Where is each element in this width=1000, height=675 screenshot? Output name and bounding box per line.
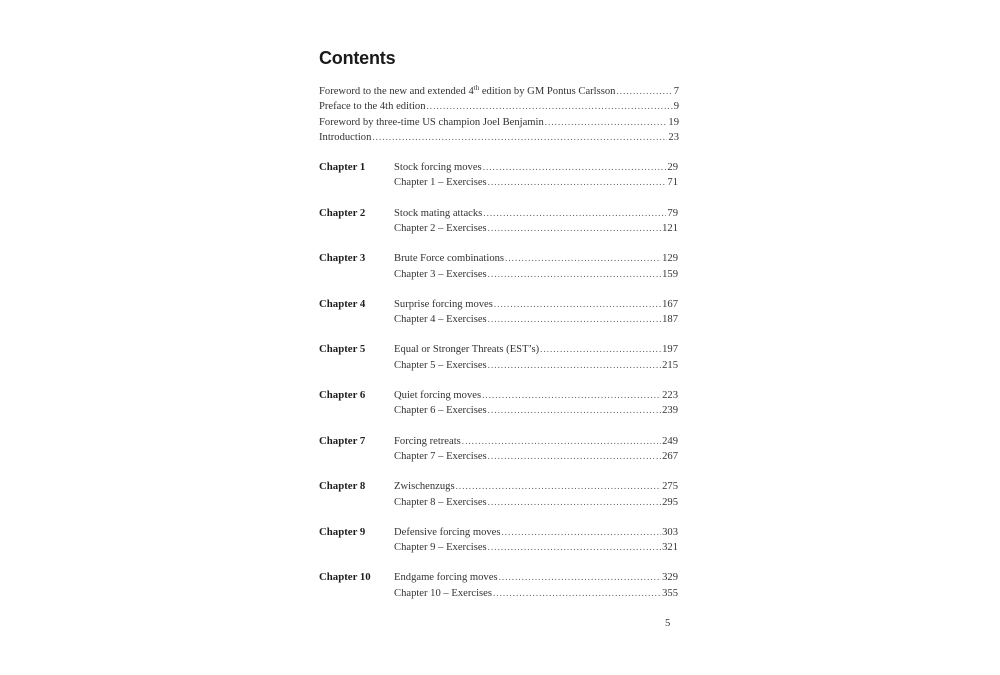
chapter-block	[319, 570, 679, 616]
dot-leader	[483, 206, 666, 221]
toc-entry-title: Introduction	[319, 132, 372, 144]
chapter-block	[319, 388, 679, 434]
toc-entry	[394, 570, 678, 585]
dot-leader	[488, 221, 661, 236]
chapter-label: Chapter 1	[319, 161, 366, 173]
toc-entry-page: 159	[662, 268, 678, 280]
toc-title-part: edition by GM Pontus Carlsson	[479, 86, 616, 97]
chapter-list	[319, 160, 679, 616]
toc-entry-title: Chapter 10 – Exercises	[394, 587, 492, 599]
page-number: 5	[665, 618, 671, 629]
dot-leader	[488, 175, 667, 190]
chapter-block	[319, 251, 679, 297]
toc-entry-page: 275	[662, 481, 678, 493]
toc-entry-title: Chapter 6 – Exercises	[394, 405, 487, 417]
toc-entry-page: 19	[668, 116, 679, 128]
toc-entry	[394, 342, 678, 357]
toc-entry-title: Chapter 3 – Exercises	[394, 268, 487, 280]
toc-entry-page: 187	[662, 314, 678, 326]
toc-entry-title: Surprise forcing moves	[394, 298, 493, 310]
chapter-label: Chapter 4	[319, 297, 366, 310]
dot-leader	[540, 342, 661, 357]
chapter-label: Chapter 3	[319, 252, 366, 265]
toc-entry-title: Chapter 2 – Exercises	[394, 222, 487, 234]
toc-entry-title: Chapter 8 – Exercises	[394, 496, 487, 508]
chapter-entries	[394, 570, 678, 601]
toc-entry-title: Chapter 5 – Exercises	[394, 359, 487, 371]
toc-entry	[394, 586, 678, 601]
toc-entry	[319, 130, 679, 145]
toc-entry-title: Stock mating attacks	[394, 207, 483, 219]
chapter-entries	[394, 434, 678, 465]
toc-entry	[394, 297, 678, 312]
chapter-entries	[394, 297, 678, 328]
chapter-label: Chapter 5	[319, 343, 366, 356]
toc-entry-page: 121	[662, 222, 678, 234]
chapter-entries	[394, 342, 678, 373]
page-title: Contents	[319, 48, 396, 68]
dot-leader	[488, 495, 661, 510]
dot-leader	[616, 84, 672, 99]
toc-entry	[319, 99, 679, 114]
toc-entry-page: 249	[662, 435, 678, 447]
toc-entry	[394, 267, 678, 282]
toc-entry-title: Quiet forcing moves	[394, 389, 482, 401]
toc-entry-title: Chapter 4 – Exercises	[394, 314, 487, 326]
toc-entry-page: 321	[662, 542, 678, 554]
chapter-block	[319, 479, 679, 525]
superscript: th	[473, 84, 480, 92]
toc-entry	[394, 221, 678, 236]
chapter-block	[319, 160, 679, 206]
toc-entry	[394, 434, 678, 449]
toc-entry	[394, 358, 678, 373]
toc-entry-page: 129	[662, 253, 678, 265]
toc-entry-page: 197	[662, 344, 678, 356]
toc-entry-page: 9	[673, 101, 679, 113]
chapter-label: Chapter 8	[319, 480, 366, 493]
dot-leader	[482, 388, 661, 403]
toc-entry-page: 223	[662, 389, 678, 401]
toc-entry-title: Stock forcing moves	[394, 162, 482, 173]
toc-entry-page: 267	[662, 450, 678, 462]
chapter-block	[319, 206, 679, 252]
toc-entry	[394, 251, 678, 266]
chapter-entries	[394, 479, 678, 510]
toc-entry	[394, 388, 678, 403]
toc-entry-page: 7	[673, 86, 679, 97]
dot-leader	[488, 358, 661, 373]
toc-entry-title: Defensive forcing moves	[394, 526, 501, 538]
chapter-entries	[394, 251, 678, 282]
chapter-label: Chapter 6	[319, 388, 366, 401]
toc-entry	[394, 525, 678, 540]
dot-leader	[483, 160, 667, 175]
toc-entry-page: 79	[667, 207, 678, 219]
toc-entry-page: 295	[662, 496, 678, 508]
chapter-block	[319, 434, 679, 480]
dot-leader	[488, 449, 661, 464]
chapter-label: Chapter 2	[319, 206, 366, 219]
toc-entry	[394, 175, 678, 190]
dot-leader	[427, 99, 673, 114]
chapter-entries	[394, 206, 678, 237]
toc-entry-title: Preface to the 4th edition	[319, 101, 426, 113]
dot-leader	[488, 267, 661, 282]
dot-leader	[493, 586, 661, 601]
toc-entry-page: 329	[662, 572, 678, 584]
toc-entry	[394, 403, 678, 418]
toc-entry-title: Forcing retreats	[394, 435, 461, 447]
chapter-label: Chapter 10	[319, 571, 371, 584]
chapter-label: Chapter 9	[319, 525, 366, 538]
toc-entry-title: Endgame forcing moves	[394, 572, 498, 584]
toc-entry	[394, 495, 678, 510]
toc-entry	[319, 84, 679, 99]
chapter-entries	[394, 388, 678, 419]
front-matter-list	[319, 84, 679, 146]
toc-entry-page: 71	[667, 177, 678, 189]
toc-entry	[394, 449, 678, 464]
toc-entry-title: Brute Force combinations	[394, 253, 505, 265]
toc-entry	[394, 160, 678, 175]
toc-entry-page: 29	[667, 162, 678, 173]
dot-leader	[502, 525, 662, 540]
dot-leader	[499, 570, 662, 585]
toc-entry	[394, 479, 678, 494]
dot-leader	[494, 297, 661, 312]
chapter-block	[319, 297, 679, 343]
chapter-block	[319, 342, 679, 388]
chapter-entries	[394, 160, 678, 191]
toc-entry-title	[319, 84, 615, 99]
toc-entry-page: 167	[662, 298, 678, 310]
toc-entry	[394, 540, 678, 555]
toc-entry-page: 239	[662, 405, 678, 417]
chapter-entries	[394, 525, 678, 556]
dot-leader	[372, 130, 667, 145]
toc-entry	[394, 206, 678, 221]
dot-leader	[462, 434, 661, 449]
toc-entry	[394, 312, 678, 327]
toc-title-part: Foreword to the new and extended 4	[319, 86, 474, 97]
toc-entry-title: Equal or Stronger Threats (EST’s)	[394, 344, 540, 356]
dot-leader	[456, 479, 662, 494]
toc-entry-page: 215	[662, 359, 678, 371]
toc-entry-title: Foreword by three-time US champion Joel Benjamin	[319, 116, 544, 128]
chapter-label: Chapter 7	[319, 434, 366, 447]
dot-leader	[505, 251, 661, 266]
dot-leader	[545, 115, 668, 130]
toc-entry-title: Chapter 9 – Exercises	[394, 542, 487, 554]
toc-entry	[319, 115, 679, 130]
dot-leader	[488, 540, 661, 555]
dot-leader	[488, 403, 661, 418]
toc-entry-page: 355	[662, 587, 678, 599]
dot-leader	[488, 312, 661, 327]
toc-entry-title: Zwischenzugs	[394, 481, 455, 493]
toc-entry-title: Chapter 7 – Exercises	[394, 450, 487, 462]
chapter-block	[319, 525, 679, 571]
toc-entry-page: 303	[662, 526, 678, 538]
toc-entry-page: 23	[668, 132, 679, 144]
toc-entry-title: Chapter 1 – Exercises	[394, 177, 487, 189]
